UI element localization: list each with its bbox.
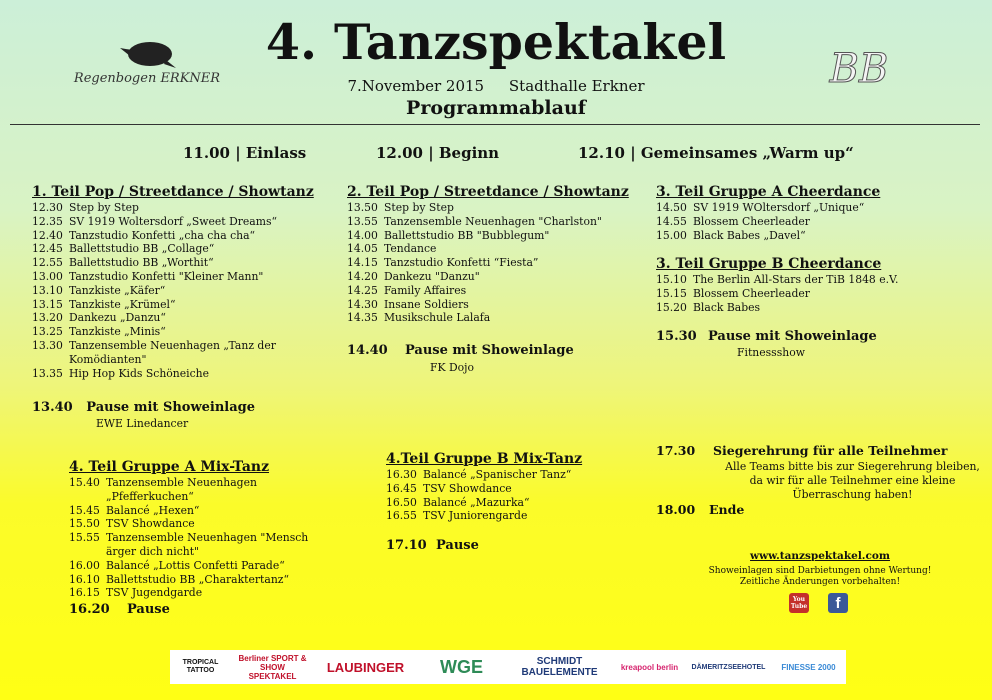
item-name: Ballettstudio BB „Charaktertanz“ [106, 572, 289, 586]
item-time: 15.10 [656, 273, 687, 286]
list-item [32, 298, 287, 312]
item-time: 12.45 [32, 242, 63, 256]
list-item [32, 242, 287, 256]
event-info [0, 77, 992, 95]
section-title-part3b: 3. Teil Gruppe B Cheerdance [656, 256, 882, 272]
list-item [69, 531, 339, 559]
section-title-part4a: 4. Teil Gruppe A Mix-Tanz [69, 459, 270, 475]
item-name: Tanzkiste „Krümel“ [69, 297, 176, 311]
pause-label: Pause mit Showeinlage [86, 400, 256, 415]
list-item [347, 256, 617, 270]
list-item [386, 509, 646, 523]
item-name: TSV Showdance [423, 481, 512, 495]
item-name: Tanzkiste „Minis“ [69, 325, 166, 339]
item-name: Ballettstudio BB „Worthit“ [69, 256, 214, 270]
list-item [656, 229, 976, 243]
list-item [32, 215, 287, 229]
item-time: 15.50 [69, 517, 100, 531]
list-item [69, 504, 339, 518]
list-item [656, 301, 976, 315]
item-time: 16.45 [386, 481, 417, 495]
event-end [656, 502, 744, 517]
item-time: 16.55 [386, 509, 417, 523]
pause-label: Pause [127, 602, 170, 617]
pause-sub-part2: FK Dojo [430, 361, 474, 374]
item-time: 12.55 [32, 256, 63, 270]
item-time: 14.50 [656, 201, 687, 214]
item-name: Tanzensemble Neuenhagen "Mensch ärger dich nicht" [106, 531, 309, 558]
item-name: Family Affaires [384, 283, 467, 297]
sponsor-logo: kreapool berlin [620, 662, 679, 672]
item-name: Hip Hop Kids Schöneiche [69, 366, 209, 380]
item-name: Black Babes „Davel“ [693, 228, 806, 242]
sponsor-logo: WGE [440, 656, 483, 677]
item-name: TSV Showdance [106, 517, 195, 531]
item-time: 13.25 [32, 325, 63, 339]
item-time: 14.55 [656, 214, 687, 228]
item-name: Tanzensemble Neuenhagen „Tanz der Komödianten" [69, 338, 276, 366]
list-part3b [656, 273, 976, 314]
pause-time: 13.40 [32, 400, 73, 415]
pause-sub-part1: EWE Linedancer [96, 417, 189, 430]
event-date: 7.November 2015 [347, 77, 485, 95]
sponsor-logo: DÄMERITZSEEHOTEL [691, 663, 766, 671]
item-name: TSV Jugendgarde [106, 586, 203, 600]
list-item [656, 215, 976, 229]
list-item [32, 270, 287, 284]
item-time: 16.15 [69, 586, 100, 600]
pause-time: 15.30 [656, 329, 697, 344]
item-name: Tanzstudio Konfetti „cha cha cha“ [69, 228, 256, 242]
item-name: Ballettstudio BB "Bubblegum" [384, 228, 550, 242]
pause-sub-part3: Fitnessshow [737, 346, 805, 359]
item-name: Tanzstudio Konfetti “Fiesta” [384, 256, 539, 270]
schedule-entry-einlass: 11.00 | Einlass [183, 144, 307, 162]
list-part1 [32, 201, 287, 380]
list-item [32, 229, 287, 243]
item-name: Black Babes [693, 300, 761, 314]
item-time: 14.20 [347, 269, 378, 283]
list-item [69, 586, 339, 600]
pause-time: 14.40 [347, 343, 388, 358]
item-time: 14.00 [347, 228, 378, 242]
pause-label: Pause mit Showeinlage [405, 343, 574, 358]
item-name: Tendance [384, 242, 437, 256]
item-time: 15.00 [656, 228, 687, 242]
sponsor-logo: Berliner SPORT & SHOW SPEKTAKEL [238, 653, 307, 681]
item-name: Blossem Cheerleader [693, 214, 810, 228]
awards-time: 17.30 [656, 443, 696, 458]
item-time: 16.50 [386, 495, 417, 509]
item-name: Balancé „Lottis Confetti Parade“ [106, 558, 285, 572]
item-name: Tanzkiste „Käfer“ [69, 283, 166, 297]
list-item [32, 256, 287, 270]
end-time: 18.00 [656, 502, 696, 517]
sponsor-logo: LAUBINGER [326, 659, 405, 675]
awards-note: Alle Teams bitte bis zur Siegerehrung bleiben, da wir für alle Teilnehmer eine kleine Überraschung haben! [725, 460, 980, 501]
item-name: Dankezu "Danzu" [384, 269, 480, 283]
item-time: 14.30 [347, 297, 378, 311]
list-item [347, 284, 617, 298]
pause-time: 16.20 [69, 602, 110, 617]
list-item [347, 201, 617, 215]
item-name: The Berlin All-Stars der TiB 1848 e.V. [693, 273, 899, 286]
item-name: Dankezu „Danzu“ [69, 311, 166, 325]
item-time: 15.20 [656, 300, 687, 314]
list-item [347, 215, 617, 229]
item-name: Balancé „Mazurka“ [423, 495, 530, 509]
list-part3a [656, 201, 976, 242]
list-item [386, 496, 646, 510]
sponsor-logo: TROPICAL TATTOO [182, 659, 219, 674]
website-link[interactable]: www.tanzspektakel.com [750, 550, 890, 562]
item-name: Tanzensemble Neuenhagen „Pfefferkuchen“ [106, 476, 257, 503]
item-time: 16.10 [69, 572, 100, 586]
footer-notes [700, 566, 940, 588]
divider [10, 124, 980, 125]
item-time: 12.40 [32, 228, 63, 242]
item-name: Ballettstudio BB „Collage“ [69, 242, 215, 256]
item-time: 16.00 [69, 558, 100, 572]
item-time: 12.35 [32, 214, 63, 228]
item-name: SV 1919 WOltersdorf „Unique“ [693, 201, 865, 214]
list-item [32, 201, 287, 215]
item-name: TSV Juniorengarde [423, 509, 528, 523]
list-item [69, 573, 339, 587]
section-title-part2: 2. Teil Pop / Streetdance / Showtanz [347, 184, 629, 200]
pause-part4a [69, 602, 170, 617]
item-time: 14.35 [347, 311, 378, 325]
item-name: Balancé „Spanischer Tanz“ [423, 468, 572, 481]
item-time: 13.10 [32, 283, 63, 297]
note-showeinlagen: Showeinlagen sind Darbietungen ohne Wertung! [708, 566, 932, 576]
pause-label: Pause [436, 538, 479, 553]
pause-part1 [32, 400, 255, 415]
pause-part3 [656, 329, 877, 344]
page-title: 4. Tanzspektakel [265, 13, 727, 71]
item-time: 13.00 [32, 269, 63, 283]
list-item [656, 287, 976, 301]
list-item [69, 517, 339, 531]
list-item [32, 311, 287, 325]
logo-right-text: BB [829, 46, 889, 92]
item-time: 14.15 [347, 256, 378, 270]
item-name: Tanzstudio Konfetti "Kleiner Mann" [69, 269, 264, 283]
list-item [656, 273, 976, 287]
pause-part4b [386, 538, 479, 553]
list-item [69, 559, 339, 573]
pause-time: 17.10 [386, 538, 427, 553]
list-item [347, 229, 617, 243]
sponsor-bar [170, 650, 846, 684]
item-time: 13.55 [347, 214, 378, 228]
note-changes: Zeitliche Änderungen vorbehalten! [739, 577, 901, 587]
pause-label: Pause mit Showeinlage [708, 329, 877, 344]
list-part2 [347, 201, 617, 325]
item-time: 15.45 [69, 503, 100, 517]
facebook-icon[interactable]: f [828, 593, 848, 613]
list-item [69, 476, 339, 504]
end-label: Ende [709, 502, 745, 517]
list-item [347, 311, 617, 325]
item-name: Tanzensemble Neuenhagen "Charlston" [384, 214, 602, 228]
item-name: Musikschule Lalafa [384, 311, 491, 325]
list-item [386, 468, 646, 482]
schedule-entry-warmup: 12.10 | Gemeinsames „Warm up“ [578, 144, 854, 162]
event-venue: Stadthalle Erkner [508, 77, 645, 95]
list-item [347, 270, 617, 284]
program-heading: Programmablauf [406, 97, 586, 119]
item-name: Insane Soldiers [384, 297, 469, 311]
item-time: 13.30 [32, 338, 63, 352]
list-part4a [69, 476, 339, 600]
item-name: Balancé „Hexen“ [106, 503, 200, 517]
list-item [32, 325, 287, 339]
logo-left-text: Regenbogen ERKNER [73, 71, 221, 86]
awards-ceremony [656, 443, 947, 458]
list-item [386, 482, 646, 496]
list-item [32, 284, 287, 298]
awards-label: Siegerehrung für alle Teilnehmer [713, 443, 948, 458]
section-title-part4b: 4.Teil Gruppe B Mix-Tanz [386, 451, 583, 467]
item-time: 13.35 [32, 366, 63, 380]
section-title-part3a: 3. Teil Gruppe A Cheerdance [656, 184, 881, 200]
item-name: Step by Step [69, 201, 139, 214]
item-name: SV 1919 Woltersdorf „Sweet Dreams“ [69, 214, 278, 228]
item-time: 15.15 [656, 286, 687, 300]
item-name: Blossem Cheerleader [693, 286, 810, 300]
list-item [347, 298, 617, 312]
item-time: 13.15 [32, 297, 63, 311]
schedule-entry-beginn: 12.00 | Beginn [376, 144, 500, 162]
list-item [32, 367, 287, 381]
item-name: Step by Step [384, 201, 454, 214]
section-title-part1: 1. Teil Pop / Streetdance / Showtanz [32, 184, 314, 200]
item-time: 13.50 [347, 201, 378, 214]
item-time: 14.25 [347, 283, 378, 297]
sponsor-logo: SCHMIDT BAUELEMENTE [521, 656, 598, 678]
pause-part2 [347, 343, 574, 358]
list-item [347, 242, 617, 256]
item-time: 14.05 [347, 242, 378, 256]
item-time: 15.40 [69, 476, 100, 489]
item-time: 16.30 [386, 468, 417, 481]
list-part4b [386, 468, 646, 523]
list-item [32, 339, 287, 367]
sponsor-logo: FINESSE 2000 [781, 662, 836, 672]
item-time: 13.20 [32, 311, 63, 325]
list-item [656, 201, 976, 215]
item-time: 15.55 [69, 531, 100, 545]
item-time: 12.30 [32, 201, 63, 214]
youtube-icon[interactable]: You Tube [789, 593, 809, 613]
